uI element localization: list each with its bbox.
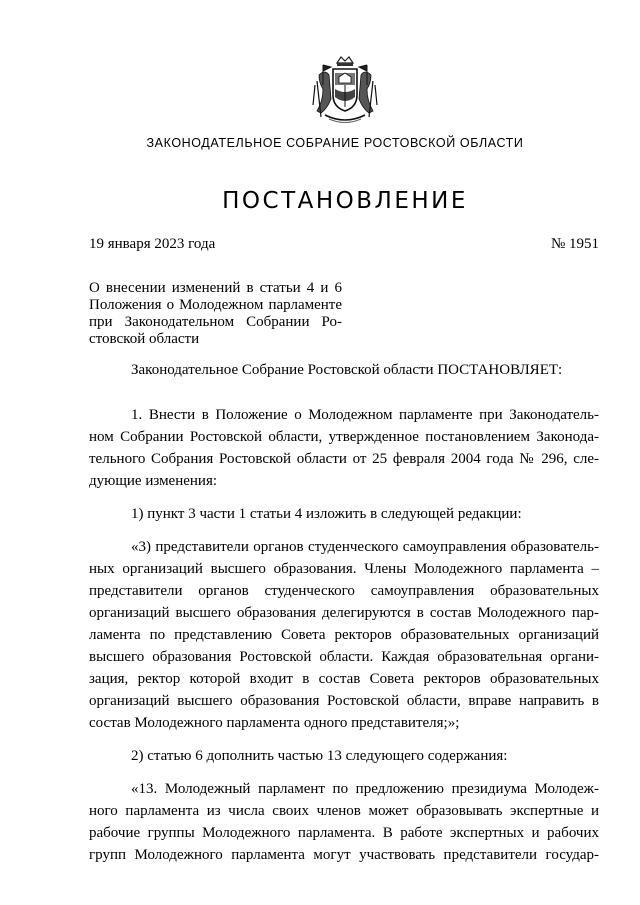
paragraph-line: рабочие группы Молодежного парламента. В работе экспертных и рабочих [89, 825, 599, 841]
paragraph-line: высшего образования Ростовской области. Каждая образовательная органи- [89, 649, 599, 665]
paragraph-line: ном Собрании Ростовской области, утвержденное постановлением Законода- [89, 429, 599, 445]
decree-statement: Законодательное Собрание Ростовской области ПОСТАНОВЛЯЕТ: [131, 362, 563, 378]
subject-line: О внесении изменений в статьи 4 и 6 [89, 280, 342, 296]
paragraph-line: ных организаций высшего образования. Члены Молодежного парламента – [89, 561, 599, 577]
paragraph-line: организаций высшего образования Ростовской области, вправе направить в [89, 693, 599, 709]
paragraph-line: тельного Собрания Ростовской области от 25 февраля 2004 года № 296, сле- [89, 451, 599, 467]
document-body [89, 404, 599, 877]
paragraph-line: ламента по представлению Совета ректоров образовательных организаций [89, 627, 599, 643]
document-number: № 1951 [550, 236, 599, 252]
paragraph-line: «3) представители органов студенческого самоуправления образователь- [131, 539, 599, 555]
paragraph [89, 404, 599, 492]
paragraph-line: «13. Молодежный парламент по предложению президиума Молодеж- [131, 781, 599, 797]
document-subject [89, 280, 342, 348]
organization-name: ЗАКОНОДАТЕЛЬНОЕ СОБРАНИЕ РОСТОВСКОЙ ОБЛАСТИ [146, 136, 524, 150]
subject-line: при Законодательном Собрании Ро- [89, 314, 342, 330]
paragraph-line: представители органов студенческого самоуправления образовательных [89, 583, 599, 599]
paragraph-line: зация, ректор которой входит в состав Совета ректоров образовательных [89, 671, 599, 687]
paragraph-line: ного парламента из числа своих членов может образовывать экспертные и [89, 803, 599, 819]
subject-line: стовской области [89, 331, 200, 347]
paragraph-line: 2) статью 6 дополнить частью 13 следующего содержания: [131, 748, 508, 764]
paragraph [89, 536, 599, 734]
paragraph [89, 778, 599, 866]
paragraph [89, 745, 599, 767]
paragraph-line: состав Молодежного парламента одного представителя;»; [89, 715, 460, 731]
paragraph-line: организаций высшего образования делегируются в состав Молодежного пар- [89, 605, 599, 621]
paragraph-line: дующие изменения: [89, 473, 218, 489]
paragraph-line: групп Молодежного парламента могут участвовать представители государ- [89, 847, 599, 863]
paragraph [89, 503, 599, 525]
document-type-title: ПОСТАНОВЛЕНИЕ [222, 188, 468, 214]
rostov-oblast-coat-of-arms-icon [309, 55, 381, 127]
subject-line: Положения о Молодежном парламенте [89, 297, 342, 313]
document-date: 19 января 2023 года [89, 236, 216, 252]
paragraph-line: 1. Внести в Положение о Молодежном парламенте при Законодатель- [131, 407, 599, 423]
paragraph-line: 1) пункт 3 части 1 статьи 4 изложить в следующей редакции: [131, 506, 522, 522]
